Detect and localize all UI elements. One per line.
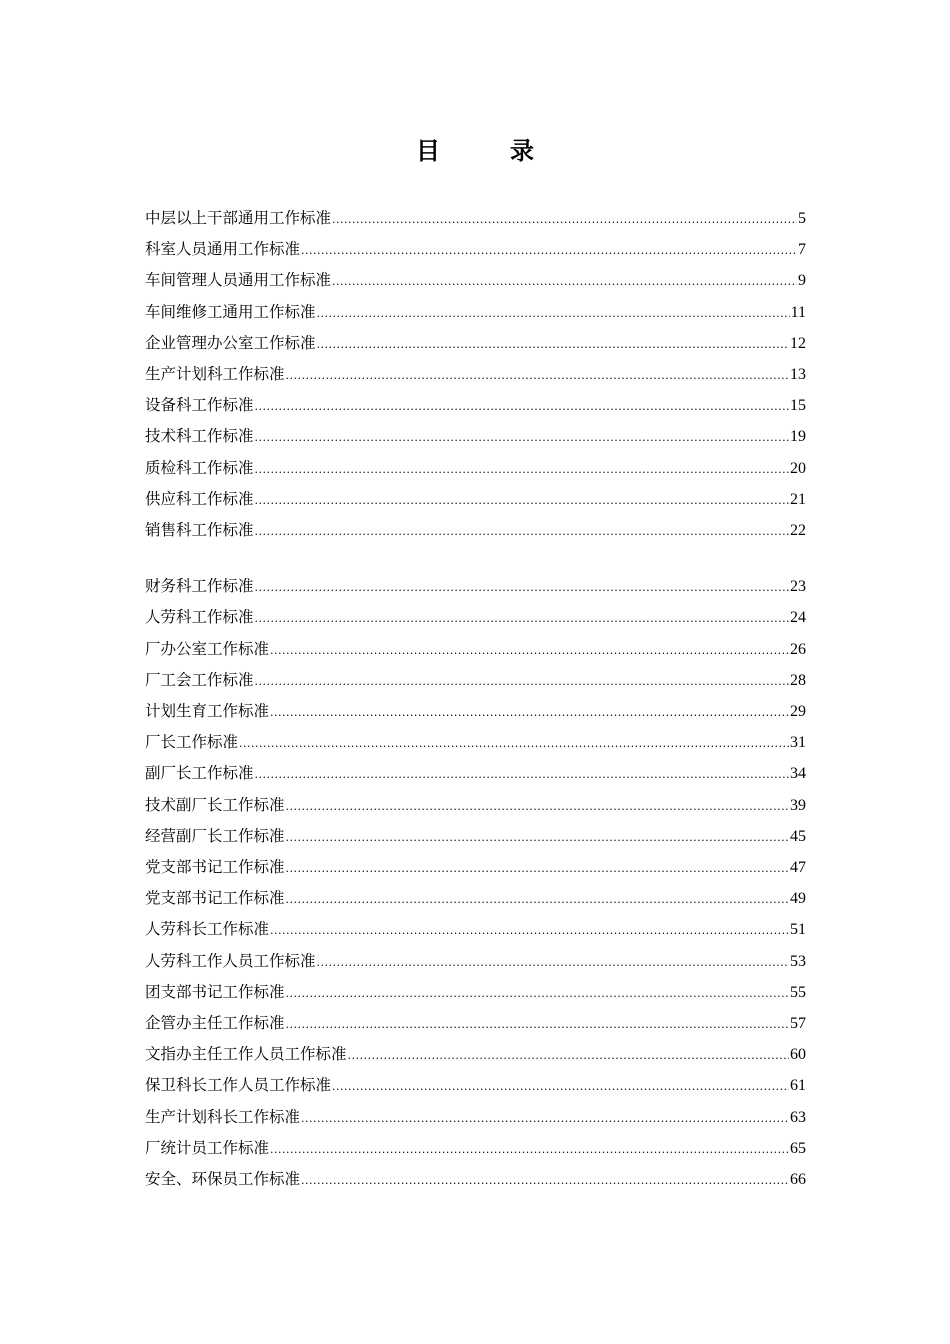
toc-entry[interactable] — [145, 1043, 806, 1065]
toc-entry-page-number: 24 — [790, 609, 806, 627]
toc-entry-page-number: 26 — [790, 640, 806, 658]
dot-leader — [317, 303, 790, 325]
toc-entry[interactable] — [145, 238, 806, 260]
toc-entry-page-number: 55 — [790, 983, 806, 1001]
toc-entry-label: 经营副厂长工作标准 — [145, 826, 285, 845]
dot-leader — [348, 1045, 789, 1067]
dot-leader — [239, 733, 789, 755]
toc-entry-page-number: 66 — [790, 1171, 806, 1188]
dot-leader — [301, 1170, 789, 1192]
toc-entry[interactable] — [145, 731, 806, 753]
dot-leader — [270, 640, 789, 662]
toc-entry[interactable] — [145, 700, 806, 722]
toc-entry-page-number: 31 — [790, 734, 806, 752]
dot-leader — [255, 577, 789, 599]
toc-entry-page-number: 39 — [790, 796, 806, 814]
toc-entry[interactable] — [145, 457, 806, 479]
toc-entry[interactable] — [145, 1074, 806, 1096]
toc-entry-label: 安全、环保员工作标准 — [145, 1170, 301, 1188]
toc-entry-page-number: 12 — [790, 334, 806, 352]
toc-entry-page-number: 60 — [790, 1046, 806, 1064]
dot-leader — [270, 1139, 789, 1161]
toc-entry-page-number: 63 — [790, 1108, 806, 1126]
toc-entry-label: 生产计划科工作标准 — [145, 365, 285, 383]
dot-leader — [301, 1108, 789, 1130]
dot-leader — [270, 920, 789, 942]
dot-leader — [332, 271, 797, 293]
dot-leader — [286, 827, 789, 849]
toc-entry-label: 党支部书记工作标准 — [145, 889, 285, 908]
dot-leader — [255, 427, 789, 449]
toc-entry-page-number: 21 — [790, 490, 806, 508]
toc-entry[interactable] — [145, 950, 806, 972]
toc-entry-page-number: 57 — [790, 1015, 806, 1032]
toc-entry-label: 企管办主任工作标准 — [145, 1014, 285, 1032]
toc-entry[interactable] — [145, 1137, 806, 1159]
toc-entry-page-number: 19 — [790, 428, 806, 446]
dot-leader — [255, 396, 789, 418]
toc-entry-page-number: 13 — [790, 366, 806, 383]
dot-leader — [286, 796, 789, 818]
toc-entry[interactable] — [145, 918, 806, 940]
dot-leader — [255, 608, 789, 630]
toc-entry-page-number: 23 — [790, 578, 806, 596]
toc-entry-page-number: 53 — [790, 952, 806, 970]
toc-entry-label: 生产计划科长工作标准 — [145, 1107, 301, 1126]
toc-entry-page-number: 51 — [790, 921, 806, 939]
dot-leader — [255, 459, 789, 481]
toc-entry-page-number: 29 — [790, 703, 806, 720]
toc-entry-label: 副厂长工作标准 — [145, 764, 254, 783]
dot-leader — [301, 240, 797, 262]
dot-leader — [317, 334, 789, 356]
toc-entry-page-number: 5 — [798, 210, 806, 227]
toc-entry-page-number: 65 — [790, 1139, 806, 1157]
toc-entry-label: 厂长工作标准 — [145, 733, 239, 752]
toc-entry-label: 团支部书记工作标准 — [145, 982, 285, 1001]
toc-entry[interactable] — [145, 394, 806, 416]
toc-entry-page-number: 28 — [790, 671, 806, 689]
title-char-1: 目 — [416, 136, 440, 165]
toc-entry[interactable] — [145, 856, 806, 878]
toc-entry-page-number: 47 — [790, 859, 806, 876]
toc-entry-label: 质检科工作标准 — [145, 458, 254, 477]
toc-entry-label: 供应科工作标准 — [145, 489, 254, 508]
toc-entry-label: 技术科工作标准 — [145, 427, 254, 446]
toc-entry-page-number: 11 — [790, 303, 806, 321]
toc-entry-label: 厂工会工作标准 — [145, 670, 254, 689]
toc-entry-label: 财务科工作标准 — [145, 577, 254, 596]
title-char-2: 录 — [510, 136, 534, 165]
dot-leader — [255, 521, 789, 543]
toc-entry[interactable] — [145, 638, 806, 660]
toc-entry[interactable] — [145, 301, 806, 323]
dot-leader — [255, 764, 789, 786]
toc-entry[interactable] — [145, 825, 806, 847]
toc-entry[interactable] — [145, 425, 806, 447]
toc-entry[interactable] — [145, 575, 806, 597]
toc-entry-label: 技术副厂长工作标准 — [145, 795, 285, 814]
toc-entry-label: 企业管理办公室工作标准 — [145, 333, 316, 352]
dot-leader — [317, 952, 789, 974]
toc-entry-label: 设备科工作标准 — [145, 396, 254, 415]
toc-entry-page-number: 15 — [790, 397, 806, 415]
toc-entry-label: 人劳科工作标准 — [145, 608, 254, 627]
dot-leader — [286, 983, 789, 1005]
dot-leader — [286, 1014, 789, 1036]
toc-entry-label: 车间管理人员通用工作标准 — [145, 271, 332, 290]
dot-leader — [255, 490, 789, 512]
toc-entry-page-number: 9 — [798, 272, 806, 290]
toc-entry-label: 厂办公室工作标准 — [145, 639, 270, 658]
toc-entry[interactable] — [145, 887, 806, 909]
toc-entry[interactable] — [145, 669, 806, 691]
dot-leader — [270, 702, 789, 724]
toc-entry[interactable] — [145, 794, 806, 816]
toc-entry[interactable] — [145, 606, 806, 628]
toc-entry-label: 中层以上干部通用工作标准 — [145, 209, 332, 227]
toc-entry[interactable] — [145, 1106, 806, 1128]
toc-entry-label: 销售科工作标准 — [145, 521, 254, 539]
dot-leader — [286, 858, 789, 880]
dot-leader — [332, 209, 797, 231]
toc-entry[interactable] — [145, 488, 806, 510]
toc-entry[interactable] — [145, 363, 806, 385]
toc-entry-page-number: 22 — [790, 522, 806, 539]
toc-entry-page-number: 20 — [790, 459, 806, 477]
toc-entry[interactable] — [145, 269, 806, 291]
toc-entry-page-number: 45 — [790, 827, 806, 845]
toc-entry[interactable] — [145, 519, 806, 541]
toc-entry-page-number: 34 — [790, 765, 806, 783]
toc-entry-label: 科室人员通用工作标准 — [145, 240, 301, 259]
dot-leader — [286, 889, 789, 911]
toc-entry-page-number: 7 — [798, 241, 806, 259]
page-title — [0, 133, 950, 169]
toc-entry[interactable] — [145, 1168, 806, 1190]
toc-entry-label: 计划生育工作标准 — [145, 702, 270, 720]
toc-entry-label: 人劳科工作人员工作标准 — [145, 951, 316, 970]
toc-entry[interactable] — [145, 762, 806, 784]
toc-entry-label: 厂统计员工作标准 — [145, 1138, 270, 1157]
toc-entry[interactable] — [145, 207, 806, 229]
toc-entry-label: 保卫科长工作人员工作标准 — [145, 1076, 332, 1095]
toc-entry-label: 车间维修工通用工作标准 — [145, 302, 316, 321]
dot-leader — [255, 671, 789, 693]
toc-entry[interactable] — [145, 1012, 806, 1034]
toc-entry[interactable] — [145, 981, 806, 1003]
dot-leader — [332, 1076, 789, 1098]
dot-leader — [286, 365, 789, 387]
toc-entry-page-number: 61 — [790, 1077, 806, 1095]
toc-entry[interactable] — [145, 332, 806, 354]
toc-entry-label: 人劳科长工作标准 — [145, 920, 270, 939]
toc-entry-page-number: 49 — [790, 890, 806, 908]
toc-entry-label: 党支部书记工作标准 — [145, 858, 285, 876]
toc-entry-label: 文指办主任工作人员工作标准 — [145, 1045, 347, 1064]
